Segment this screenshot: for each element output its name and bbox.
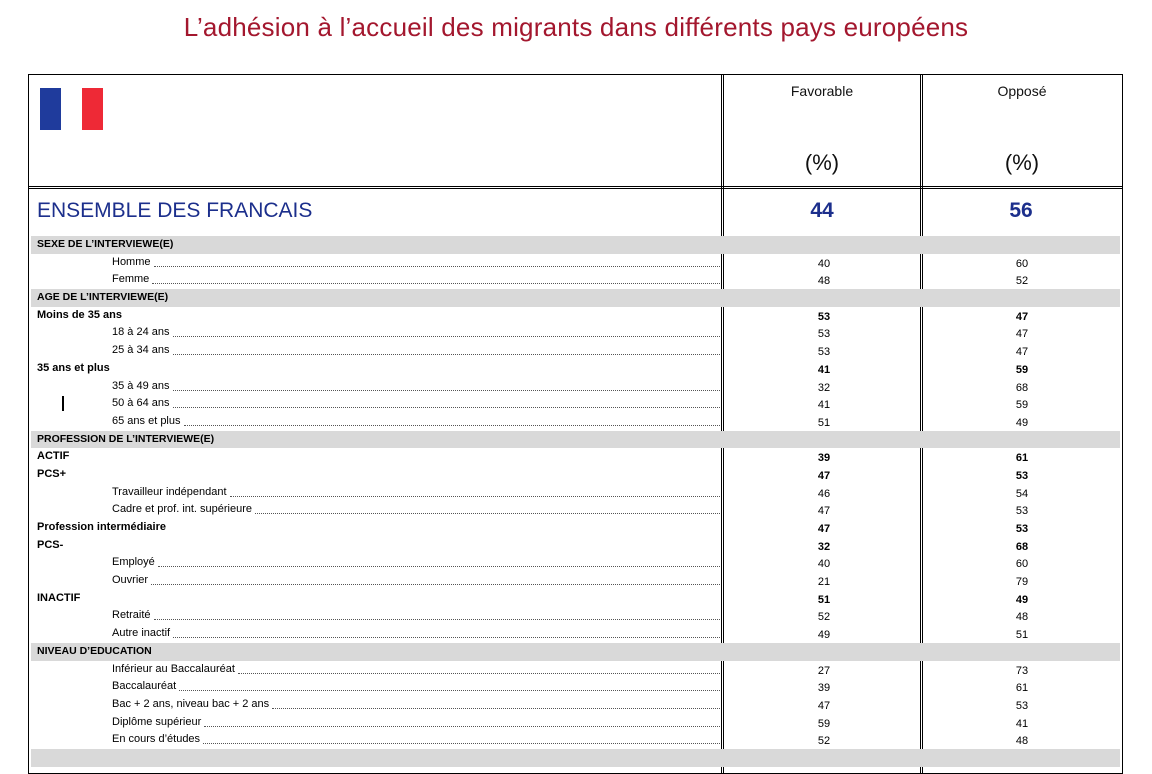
row-label: Profession intermédiaire: [37, 521, 166, 533]
page-title: L’adhésion à l’accueil des migrants dans différents pays européens: [183, 12, 969, 42]
table-row: [31, 731, 1120, 749]
value-oppose: 60: [1015, 257, 1029, 270]
value-oppose: 53: [1015, 469, 1029, 482]
value-favorable: 53: [817, 346, 831, 359]
row-label: [112, 572, 720, 590]
row-label-text: 35 à 49 ans: [112, 378, 173, 396]
value-oppose: 51: [1015, 629, 1029, 642]
table-row: [31, 501, 1120, 519]
table-row: [31, 554, 1120, 572]
value-oppose: 79: [1015, 576, 1029, 589]
row-label: [112, 324, 720, 342]
dotted-leader: [255, 501, 720, 514]
dotted-leader: [173, 342, 721, 355]
row-label-text: Ouvrier: [112, 572, 151, 590]
row-label-text: Baccalauréat: [112, 678, 179, 696]
value-favorable: 40: [817, 558, 831, 571]
table-row: [31, 537, 1120, 555]
row-label: [112, 413, 720, 431]
row-label: [112, 342, 720, 360]
row-label: [112, 661, 720, 679]
dotted-leader: [173, 324, 721, 337]
value-oppose: 47: [1015, 328, 1029, 341]
row-label-text: 18 à 24 ans: [112, 324, 173, 342]
row-label: [112, 554, 720, 572]
value-favorable: 39: [817, 682, 831, 695]
value-favorable: 39: [817, 452, 831, 465]
row-label: ACTIF: [37, 450, 70, 463]
value-favorable: 41: [817, 363, 831, 376]
table-section-row: [31, 289, 1120, 307]
value-favorable: 47: [817, 699, 831, 712]
value-favorable: 40: [817, 257, 831, 270]
value-favorable: 51: [817, 593, 831, 606]
table-row: [31, 307, 1120, 325]
table-section-row: [31, 749, 1120, 767]
value-oppose: 53: [1015, 699, 1029, 712]
dotted-leader: [173, 378, 721, 391]
value-oppose: 68: [1015, 540, 1029, 553]
flag-stripe-blue: [40, 88, 61, 130]
value-oppose: 60: [1015, 558, 1029, 571]
row-label: [112, 501, 720, 519]
column-unit-favorable: (%): [804, 150, 840, 175]
row-label-text: Employé: [112, 554, 158, 572]
row-label: Moins de 35 ans: [37, 308, 122, 321]
row-label: NIVEAU D’EDUCATION: [37, 644, 152, 657]
table-row: [31, 448, 1120, 466]
total-label: ENSEMBLE DES FRANCAIS: [37, 199, 313, 222]
row-label: [112, 625, 720, 643]
value-favorable: 59: [817, 717, 831, 730]
table-row: [31, 519, 1120, 537]
value-favorable: 32: [817, 540, 831, 553]
dotted-leader: [272, 696, 720, 709]
dotted-leader: [184, 413, 721, 426]
value-favorable: 51: [817, 416, 831, 429]
table-row: [31, 661, 1120, 679]
table-row: [31, 625, 1120, 643]
table-row: [31, 484, 1120, 502]
row-label-text: 65 ans et plus: [112, 413, 184, 431]
value-oppose: 68: [1015, 381, 1029, 394]
dotted-leader: [154, 254, 720, 267]
value-favorable: 21: [817, 576, 831, 589]
row-label: [112, 607, 720, 625]
row-label: [112, 378, 720, 396]
column-header-oppose: Opposé: [997, 83, 1047, 99]
row-label: [112, 254, 720, 272]
row-label-text: En cours d’études: [112, 731, 203, 749]
table-section-row: [31, 236, 1120, 254]
value-oppose: 47: [1015, 310, 1029, 323]
row-label: PCS+: [37, 467, 67, 480]
row-label-text: Bac + 2 ans, niveau bac + 2 ans: [112, 696, 272, 714]
value-oppose: 61: [1015, 452, 1029, 465]
dotted-leader: [154, 607, 720, 620]
row-label: AGE DE L’INTERVIEWE(E): [37, 291, 169, 304]
row-label-text: Diplôme supérieur: [112, 714, 204, 732]
row-label: [112, 731, 720, 749]
text-cursor: [62, 396, 64, 411]
table-row: [31, 696, 1120, 714]
row-label-text: Cadre et prof. int. supérieure: [112, 501, 255, 519]
value-favorable: 47: [817, 523, 831, 535]
row-label: INACTIF: [37, 591, 81, 604]
value-favorable: 47: [817, 505, 831, 518]
dotted-leader: [179, 678, 720, 691]
table-section-row: [31, 431, 1120, 449]
value-oppose: 47: [1015, 346, 1029, 359]
value-oppose: 48: [1015, 611, 1029, 624]
row-label: SEXE DE L’INTERVIEWE(E): [37, 238, 174, 250]
row-label: [112, 271, 720, 289]
table-row: [31, 271, 1120, 289]
row-label: [112, 395, 720, 413]
value-favorable: 46: [817, 487, 831, 500]
value-favorable: 41: [817, 399, 831, 412]
dotted-leader: [204, 714, 720, 727]
flag-stripe-white: [61, 88, 82, 130]
dotted-leader: [203, 731, 720, 744]
table-row: [31, 324, 1120, 342]
value-favorable: 53: [817, 328, 831, 341]
table-row: [31, 466, 1120, 484]
value-oppose: 52: [1015, 275, 1029, 288]
value-oppose: 59: [1015, 363, 1029, 376]
dotted-leader: [158, 554, 720, 567]
table-row: [31, 714, 1120, 732]
value-oppose: 49: [1015, 416, 1029, 429]
row-label: [112, 678, 720, 696]
france-flag-icon: [40, 88, 103, 130]
table-row: [31, 254, 1120, 272]
total-oppose: 56: [1009, 199, 1033, 222]
row-label-text: Travailleur indépendant: [112, 484, 230, 502]
row-label: [112, 696, 720, 714]
flag-stripe-red: [82, 88, 103, 130]
value-favorable: 32: [817, 381, 831, 394]
value-oppose: 73: [1015, 664, 1029, 677]
value-favorable: 27: [817, 664, 831, 677]
value-oppose: 61: [1015, 682, 1029, 695]
dotted-leader: [152, 271, 720, 284]
row-label-text: Femme: [112, 271, 152, 289]
table-row: [31, 413, 1120, 431]
dotted-leader: [151, 572, 720, 585]
table-row: [31, 342, 1120, 360]
dotted-leader: [238, 661, 720, 674]
row-label: PROFESSION DE L’INTERVIEWE(E): [37, 432, 215, 445]
value-oppose: 59: [1015, 399, 1029, 412]
value-favorable: 48: [817, 275, 831, 288]
table-row: [31, 607, 1120, 625]
value-favorable: 47: [817, 469, 831, 482]
table-section-row: [31, 643, 1120, 661]
value-favorable: 49: [817, 629, 831, 642]
row-label: [112, 484, 720, 502]
value-oppose: 53: [1015, 505, 1029, 518]
table-body: [31, 236, 1120, 767]
row-label-text: Inférieur au Baccalauréat: [112, 661, 238, 679]
table-row: [31, 572, 1120, 590]
value-favorable: 52: [817, 735, 831, 748]
column-header-favorable: Favorable: [790, 83, 854, 99]
dotted-leader: [173, 395, 721, 408]
value-oppose: 49: [1015, 593, 1029, 606]
table-row: [31, 360, 1120, 378]
header-divider: [28, 186, 1123, 189]
row-label-text: Retraité: [112, 607, 154, 625]
value-oppose: 54: [1015, 487, 1029, 500]
value-favorable: 53: [817, 310, 831, 323]
table-row: [31, 678, 1120, 696]
table-row: [31, 378, 1120, 396]
value-oppose: 48: [1015, 735, 1029, 748]
column-unit-oppose: (%): [1004, 150, 1040, 175]
row-label: 35 ans et plus: [37, 361, 110, 374]
total-favorable: 44: [810, 199, 834, 222]
row-label-text: Autre inactif: [112, 625, 173, 643]
row-label-text: 50 à 64 ans: [112, 395, 173, 413]
row-label: PCS-: [37, 538, 64, 551]
value-oppose: 41: [1015, 717, 1029, 730]
row-label: [112, 714, 720, 732]
table-row: [31, 590, 1120, 608]
dotted-leader: [173, 625, 720, 638]
table-row: [31, 395, 1120, 413]
dotted-leader: [230, 484, 720, 497]
row-label-text: 25 à 34 ans: [112, 342, 173, 360]
value-oppose: 53: [1015, 523, 1029, 535]
value-favorable: 52: [817, 611, 831, 624]
row-label-text: Homme: [112, 254, 154, 272]
